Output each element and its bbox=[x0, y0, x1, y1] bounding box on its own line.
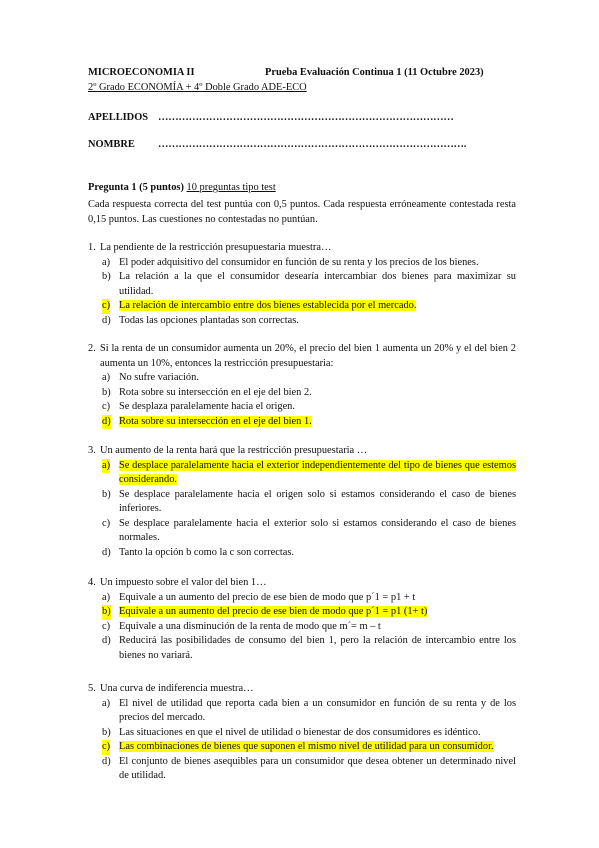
question-number: 1. bbox=[88, 242, 96, 253]
option-letter: c) bbox=[102, 740, 110, 755]
question-number: 4. bbox=[88, 577, 96, 588]
option-letter: d) bbox=[102, 755, 111, 767]
option-text-highlighted: Rota sobre su intersección en el eje del bien 1. bbox=[119, 415, 312, 427]
section-heading bbox=[88, 182, 276, 193]
option-text: La relación a la que el consumidor desearía intercambiar dos bienes para maximizar su utilidad. bbox=[119, 271, 516, 297]
option-letter: a) bbox=[102, 459, 110, 474]
surname-label: APELLIDOS bbox=[88, 112, 149, 123]
option-3d[interactable] bbox=[88, 546, 516, 561]
option-letter: d) bbox=[102, 635, 111, 647]
question-stem bbox=[88, 342, 516, 371]
question-text: Una curva de indiferencia muestra… bbox=[100, 683, 254, 694]
option-text: Las situaciones en que el nivel de utilidad o bienestar de dos consumidores es idéntico. bbox=[119, 726, 481, 738]
section-title: Pregunta 1 (5 puntos) bbox=[88, 182, 184, 193]
option-letter: a) bbox=[102, 372, 111, 384]
option-letter: b) bbox=[102, 726, 111, 738]
question-4 bbox=[88, 576, 516, 663]
option-text: Tanto la opción b como la c son correctas. bbox=[119, 546, 294, 558]
question-text: Si la renta de un consumidor aumenta un 20%, el precio del bien 1 aumenta un 20% y el del bien 2 aumenta un 10%, entonces la restricción presupuestaria: bbox=[100, 343, 516, 369]
option-letter: b) bbox=[102, 271, 111, 283]
option-3c[interactable] bbox=[88, 517, 516, 546]
option-letter: d) bbox=[102, 546, 111, 558]
option-text: Todas las opciones plantadas son correctas. bbox=[119, 314, 299, 326]
option-text: Se desplace paralelamente hacia el origen solo si estamos considerando el caso de bienes inferiores. bbox=[119, 488, 516, 515]
option-1b[interactable] bbox=[88, 270, 516, 299]
option-text: Equivale a un aumento del precio de ese bien de modo que p´1 = p1 + t bbox=[119, 591, 416, 603]
option-text-highlighted: Se desplace paralelamente hacia el exterior independientemente del tipo de bienes que estemos considerando. bbox=[119, 459, 516, 486]
option-letter: b) bbox=[102, 386, 111, 398]
option-letter: c) bbox=[102, 620, 111, 632]
question-number: 5. bbox=[88, 683, 96, 694]
option-1c[interactable] bbox=[88, 299, 516, 314]
name-label: NOMBRE bbox=[88, 139, 135, 150]
surname-row bbox=[88, 112, 454, 123]
option-letter: d) bbox=[102, 314, 111, 326]
degree-line: 2º Grado ECONOMÍA + 4º Doble Grado ADE-ECO bbox=[88, 82, 307, 93]
question-text: Un impuesto sobre el valor del bien 1… bbox=[100, 577, 267, 588]
option-4a[interactable] bbox=[88, 591, 516, 606]
option-text: El nivel de utilidad que reporta cada bien a un consumidor en función de su renta y de los precios del mercado. bbox=[119, 697, 516, 724]
option-3b[interactable] bbox=[88, 488, 516, 517]
option-text-highlighted: Equivale a un aumento del precio de ese bien de modo que p´1 = p1 (1+ t) bbox=[119, 606, 428, 618]
option-2d[interactable] bbox=[88, 415, 516, 430]
option-text: Equivale a una disminución de la renta de modo que m´= m – t bbox=[119, 620, 381, 632]
option-4b[interactable] bbox=[88, 605, 516, 620]
question-number: 3. bbox=[88, 445, 96, 456]
option-text-highlighted: La relación de intercambio entre dos bienes establecida por el mercado. bbox=[119, 300, 417, 312]
option-letter: a) bbox=[102, 256, 111, 268]
option-letter: c) bbox=[102, 401, 111, 413]
question-text: Un aumento de la renta hará que la restricción presupuestaria … bbox=[100, 445, 368, 456]
option-text-highlighted: Las combinaciones de bienes que suponen el mismo nivel de utilidad para un consumidor. bbox=[119, 741, 494, 753]
question-2 bbox=[88, 342, 516, 429]
option-text: No sufre variación. bbox=[119, 372, 199, 384]
option-text: Reducirá las posibilidades de consumo del bien 1, pero la relación de intercambio entre los bienes no variará. bbox=[119, 635, 516, 661]
option-4d[interactable] bbox=[88, 634, 516, 663]
option-2c[interactable] bbox=[88, 400, 516, 415]
option-letter: b) bbox=[102, 605, 111, 620]
question-stem bbox=[88, 444, 516, 459]
question-stem bbox=[88, 576, 516, 591]
option-text: Rota sobre su intersección en el eje del bien 2. bbox=[119, 386, 312, 398]
header-row bbox=[88, 67, 484, 78]
option-letter: c) bbox=[102, 299, 110, 314]
instructions: Cada respuesta correcta del test puntúa con 0,5 puntos. Cada respuesta erróneamente contestada resta 0,15 puntos. Las cuestiones no contestadas no puntúan. bbox=[88, 199, 516, 225]
section-subtitle: 10 preguntas tipo test bbox=[186, 182, 276, 193]
option-text: El conjunto de bienes asequibles para un consumidor que desea obtener un determinado nivel de utilidad. bbox=[119, 755, 516, 782]
name-field[interactable]: ………………………………………………………………………………. bbox=[158, 139, 467, 150]
question-stem bbox=[88, 241, 516, 256]
option-letter: a) bbox=[102, 697, 111, 709]
question-3 bbox=[88, 444, 516, 560]
option-text: Se desplace paralelamente hacia el exterior solo si estamos considerando el caso de bienes normales. bbox=[119, 517, 516, 544]
option-letter: d) bbox=[102, 415, 111, 430]
option-5a[interactable] bbox=[88, 697, 516, 726]
option-text: El poder adquisitivo del consumidor en función de su renta y los precios de los bienes. bbox=[119, 256, 479, 268]
option-3a[interactable] bbox=[88, 459, 516, 488]
question-number: 2. bbox=[88, 343, 96, 354]
question-text: La pendiente de la restricción presupuestaria muestra… bbox=[100, 242, 332, 253]
option-1d[interactable] bbox=[88, 314, 516, 329]
option-5b[interactable] bbox=[88, 726, 516, 741]
option-letter: c) bbox=[102, 517, 111, 529]
question-1 bbox=[88, 241, 516, 328]
question-stem bbox=[88, 682, 516, 697]
option-4c[interactable] bbox=[88, 620, 516, 635]
course-title: MICROECONOMIA II bbox=[88, 67, 195, 78]
surname-field[interactable]: …………………………………………………………………………… bbox=[158, 112, 454, 123]
option-letter: b) bbox=[102, 488, 111, 500]
option-2b[interactable] bbox=[88, 386, 516, 401]
option-text: Se desplaza paralelamente hacia el origen. bbox=[119, 401, 295, 413]
name-row bbox=[88, 139, 467, 150]
option-5c[interactable] bbox=[88, 740, 516, 755]
question-5 bbox=[88, 682, 516, 784]
option-1a[interactable] bbox=[88, 256, 516, 271]
option-letter: a) bbox=[102, 591, 111, 603]
exam-title: Prueba Evaluación Continua 1 (11 Octubre 2023) bbox=[265, 67, 484, 78]
option-5d[interactable] bbox=[88, 755, 516, 784]
option-2a[interactable] bbox=[88, 371, 516, 386]
